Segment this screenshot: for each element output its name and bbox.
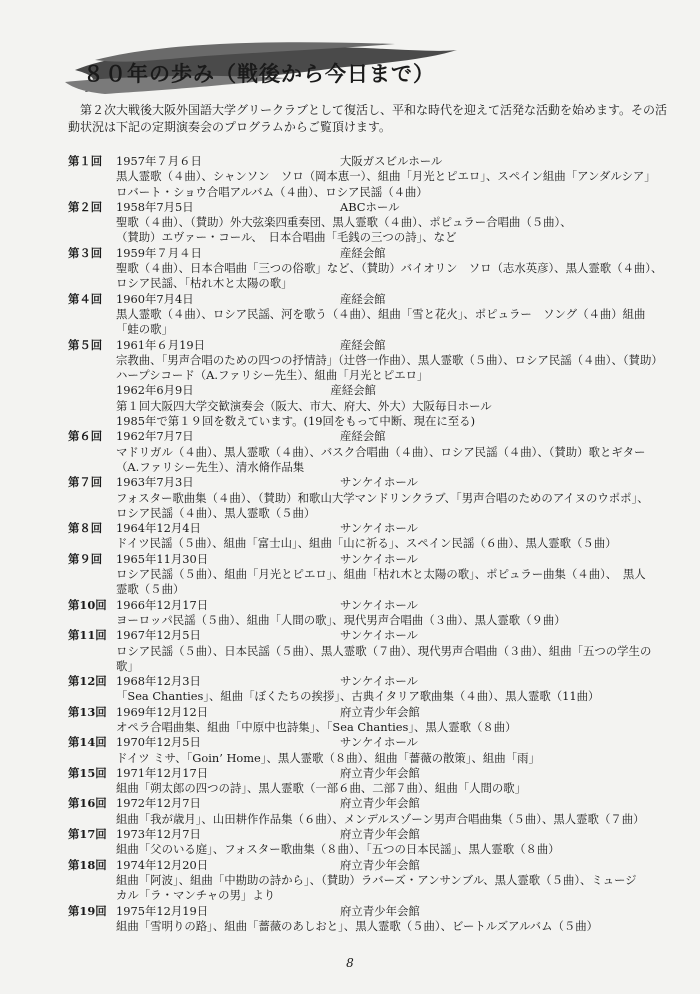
concert-date: 1960年7月4日 [116, 291, 194, 306]
program-line: ロシア民謡（４曲）、黒人霊歌（５曲） [116, 505, 316, 520]
concert-header [68, 674, 678, 689]
concert-header [68, 246, 678, 261]
concert-date: 1968年12月3日 [116, 674, 201, 689]
program-line: ヨーロッパ民謡（５曲）、組曲「人間の歌」、現代男声合唱曲（３曲）、黒人霊歌（９曲） [116, 612, 566, 627]
concert-date: 1958年7月5日 [116, 199, 194, 214]
concert-number: 第14回 [68, 735, 107, 750]
program-line: ドイツ民謡（５曲）、組曲「富士山」、組曲「山に祈る」、スペイン民謡（６曲）、黒人霊歌（５曲） [116, 536, 617, 551]
concert-number: 第11回 [68, 628, 107, 643]
concert-header [68, 628, 678, 643]
program-line: 黒人霊歌（４曲）、ロシア民謡、河を歌う（４曲）、組曲「雪と花火」、ポピュラー ソング（４曲）組曲 [116, 306, 646, 321]
concert-number: 第19回 [68, 903, 107, 918]
page-title: ８０年の歩み（戦後から今日まで） [83, 62, 435, 86]
concert-entry [68, 735, 678, 766]
concert-number: 第４回 [68, 291, 103, 306]
concert-header [68, 338, 678, 353]
concert-entry [68, 292, 678, 338]
program-line: 組曲「朔太郎の四つの詩」、黒人霊歌（一部６曲、二部７曲）、組曲「人間の歌」 [116, 781, 527, 796]
program-line: フォスター歌曲集（４曲）、（賛助）和歌山大学マンドリンクラブ、「男声合唱のためのアイヌのウポポ」、 [116, 490, 649, 505]
concert-date: 1964年12月4日 [116, 521, 201, 536]
concert-date: 1970年12月5日 [116, 735, 201, 750]
concert-venue: サンケイホール [340, 735, 418, 750]
concert-venue: サンケイホール [340, 674, 418, 689]
concert-number: 第12回 [68, 674, 107, 689]
concert-number: 第３回 [68, 245, 103, 260]
concert-venue: 産経会館 [340, 245, 386, 260]
concert-header [68, 796, 678, 811]
concert-header [68, 598, 678, 613]
concert-entry [68, 429, 678, 475]
concert-venue: 産経会館 [340, 429, 386, 444]
intro-paragraph [68, 102, 668, 136]
program-line: 宗教曲、「男声合唱のための四つの抒情詩」（辻啓一作曲）、黒人霊歌（５曲）、ロシア民謡（４曲）、（賛助） [116, 352, 663, 367]
program-line: マドリガル（４曲）、黒人霊歌（４曲）、バスク合唱曲（４曲）、ロシア民謡（４曲）、（賛助）歌とギター [116, 444, 646, 459]
concert-date: 1973年12月7日 [116, 827, 201, 842]
program-line: 組曲「阿波」、組曲「中勘助の詩から」、（賛助）ラバーズ・アンサンブル、黒人霊歌（５曲）、ミュージ [116, 872, 637, 887]
program-line: ロシア民謡（５曲）、組曲「月光とピエロ」、組曲「枯れ木と太陽の歌」、ポピュラー曲集（４曲）、 黒人 [116, 567, 646, 582]
program-line: 聖歌（４曲）、（賛助）外大弦楽四重奏団、黒人霊歌（４曲）、ポピュラー合唱曲（５曲）、 [116, 215, 572, 230]
program-line: ハープシコード（A.ファリシー先生）、組曲「月光とピエロ」 [116, 368, 429, 383]
concert-venue: 大阪ガスビルホール [340, 154, 443, 168]
concert-header [68, 154, 678, 169]
concert-venue: 産経会館 [340, 337, 386, 352]
concert-entry [68, 674, 678, 705]
concert-venue: サンケイホール [340, 475, 418, 490]
concert-header [68, 429, 678, 444]
concert-date: 1972年12月7日 [116, 796, 201, 811]
concert-venue: サンケイホール [340, 551, 418, 566]
concert-venue: サンケイホール [340, 521, 418, 536]
concert-entry [68, 598, 678, 629]
concert-number: 第７回 [68, 475, 103, 490]
concert-venue: サンケイホール [340, 628, 418, 643]
concert-entry [68, 154, 678, 200]
concert-entry [68, 904, 678, 935]
concert-list [68, 154, 678, 934]
concert-header [68, 475, 678, 490]
concert-number: 第２回 [68, 199, 103, 214]
program-line: ロバート・ショウ合唱アルバム（４曲）、ロシア民謡（４曲） [116, 184, 428, 199]
concert-date: 1966年12月17日 [116, 597, 209, 612]
section-header [45, 38, 465, 98]
concert-entry [68, 827, 678, 858]
program-line: 霊歌（５曲） [116, 582, 185, 597]
concert-entry [68, 338, 678, 430]
concert-number: 第16回 [68, 796, 107, 811]
concert-date: 1959年７月４日 [116, 245, 202, 260]
concert-header [68, 521, 678, 536]
concert-number: 第５回 [68, 337, 103, 352]
concert-date: 1957年７月６日 [116, 154, 202, 168]
program-line: 黒人霊歌（４曲）、シャンソン ソロ（岡本恵一）、組曲「月光とピエロ」、スペイン組曲「アンダルシア」 [116, 169, 656, 184]
concert-number: 第17回 [68, 827, 107, 842]
concert-entry [68, 705, 678, 736]
concert-entry [68, 796, 678, 827]
program-line: （賛助）エヴァー・コール、 日本合唱曲「毛銭の三つの詩」、など [116, 230, 457, 245]
concert-entry [68, 628, 678, 674]
concert-venue: 府立青少年会館 [340, 827, 420, 842]
program-line: 1962年6月9日 産経会館 [116, 383, 376, 398]
program-line: オペラ合唱曲集、組曲「中原中也詩集」、「Sea Chanties」、黒人霊歌（８曲） [116, 719, 517, 734]
concert-date: 1975年12月19日 [116, 903, 209, 918]
concert-venue: 府立青少年会館 [340, 857, 420, 872]
program-line: 組曲「雪明りの路」、組曲「薔薇のあしおと」、黒人霊歌（５曲）、ビートルズアルバム（５曲） [116, 918, 599, 933]
concert-date: 1961年６月19日 [116, 337, 206, 352]
program-line: 「蛙の歌」 [116, 322, 173, 337]
concert-venue: 府立青少年会館 [340, 796, 420, 811]
program-line: 1985年で第１９回を数えています。(19回をもって中断、現在に至る) [116, 414, 476, 429]
concert-venue: 府立青少年会館 [340, 903, 420, 918]
concert-date: 1967年12月5日 [116, 628, 201, 643]
concert-date: 1965年11月30日 [116, 551, 209, 566]
concert-date: 1963年7月3日 [116, 475, 194, 490]
concert-entry [68, 521, 678, 552]
concert-header [68, 858, 678, 873]
program-line: （A.ファリシー先生）、清水脩作品集 [116, 459, 305, 474]
concert-header [68, 827, 678, 842]
concert-venue: 産経会館 [340, 291, 386, 306]
concert-date: 1969年12月12日 [116, 704, 209, 719]
concert-date: 1971年12月17日 [116, 765, 209, 780]
program-line: 聖歌（４曲）、日本合唱曲「三つの俗歌」など、（賛助）バイオリン ソロ（志水英彦）、黒人霊歌（４曲）、 [116, 261, 663, 276]
concert-date: 1974年12月20日 [116, 857, 209, 872]
concert-number: 第15回 [68, 765, 107, 780]
program-line: ロシア民謡（５曲）、日本民謡（５曲）、黒人霊歌（７曲）、現代男声合唱曲（３曲）、組曲「五つの学生の [116, 643, 652, 658]
concert-date: 1962年7月7日 [116, 429, 194, 444]
concert-header [68, 200, 678, 215]
concert-number: 第８回 [68, 521, 103, 536]
concert-entry [68, 858, 678, 904]
concert-entry [68, 475, 678, 521]
concert-header [68, 292, 678, 307]
concert-entry [68, 246, 678, 292]
concert-entry [68, 200, 678, 246]
concert-header [68, 735, 678, 750]
page-number: 8 [346, 956, 354, 970]
program-line: ロシア民謡、「枯れ木と太陽の歌」 [116, 276, 293, 291]
concert-header [68, 705, 678, 720]
concert-number: 第９回 [68, 551, 103, 566]
concert-header [68, 552, 678, 567]
program-line: カル「ラ・マンチャの男」より [116, 888, 276, 903]
concert-venue: サンケイホール [340, 597, 418, 612]
program-line: 第１回大阪四大学交歓演奏会（阪大、市大、府大、外大）大阪毎日ホール [116, 398, 492, 413]
concert-header [68, 904, 678, 919]
program-line: 歌」 [116, 658, 139, 673]
program-line: ドイツ ミサ、「Goin’ Home」、黒人霊歌（８曲）、組曲「薔薇の散策」、組曲「雨」 [116, 750, 540, 765]
concert-header [68, 766, 678, 781]
concert-number: 第13回 [68, 704, 107, 719]
concert-number: 第１回 [68, 154, 103, 168]
program-line: 組曲「我が歳月」、山田耕作作品集（６曲）、メンデルスゾーン男声合唱曲集（５曲）、黒人霊歌（７曲） [116, 811, 645, 826]
concert-venue: 府立青少年会館 [340, 704, 420, 719]
concert-venue: ABCホール [340, 199, 400, 214]
concert-venue: 府立青少年会館 [340, 765, 420, 780]
concert-entry [68, 552, 678, 598]
program-line: 「Sea Chanties」、組曲「ぼくたちの挨拶」、古典イタリア歌曲集（４曲）、黒人霊歌（11曲） [116, 689, 600, 704]
concert-number: 第６回 [68, 429, 103, 444]
concert-number: 第18回 [68, 857, 107, 872]
concert-number: 第10回 [68, 597, 107, 612]
program-line: 組曲「父のいる庭」、フォスター歌曲集（８曲）、「五つの日本民謡」、黒人霊歌（８曲） [116, 842, 560, 857]
intro-text: 第２次大戦後大阪外国語大学グリークラブとして復活し、平和な時代を迎えて活発な活動を始めます。その活動状況は下記の定期演奏会のプログラムからご覧頂けます。 [68, 103, 668, 134]
concert-entry [68, 766, 678, 797]
